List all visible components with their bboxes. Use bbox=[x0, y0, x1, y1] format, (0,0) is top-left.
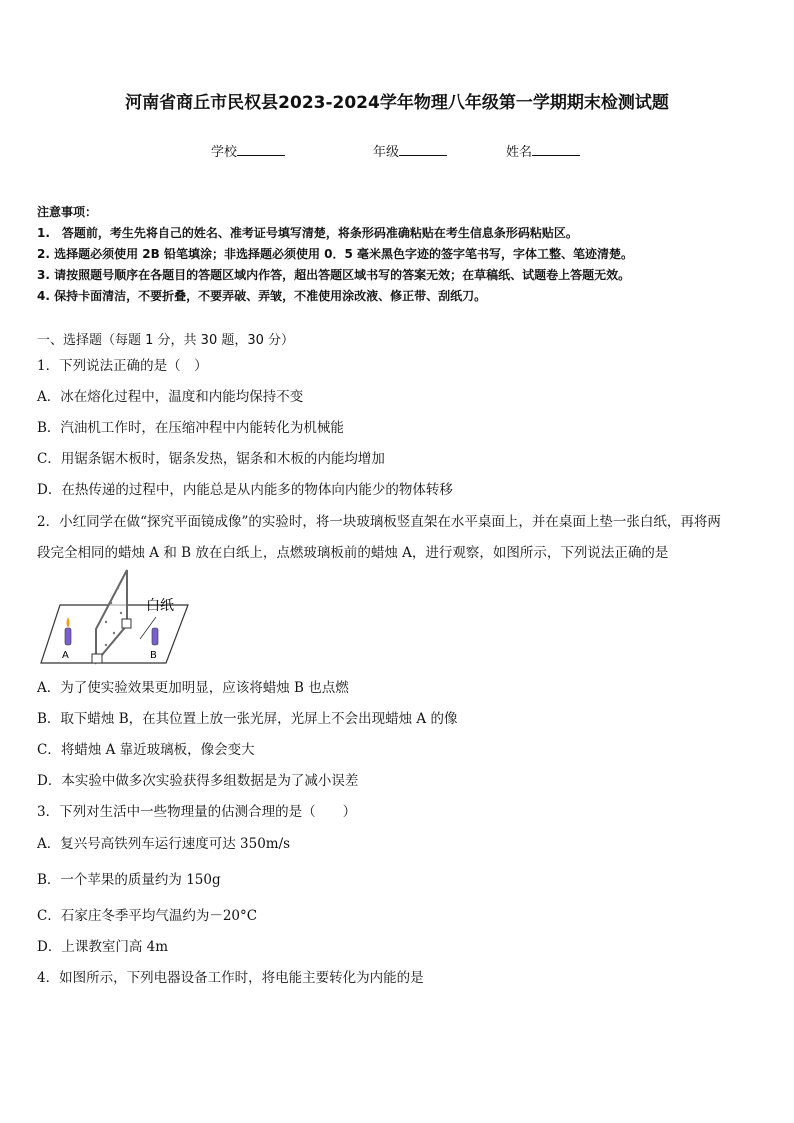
question-2-stem-cont: 段完全相同的蜡烛 A 和 B 放在白纸上，点燃玻璃板前的蜡烛 A，进行观察，如图所示，下列说法正确的是 bbox=[37, 545, 669, 561]
option-d: D．上课教室门高 4m bbox=[37, 939, 169, 955]
school-field[interactable] bbox=[211, 141, 285, 160]
glass-plate bbox=[96, 570, 127, 662]
name-label: 姓名 bbox=[506, 145, 533, 160]
candle-b-label: B bbox=[150, 650, 157, 661]
question-1-stem: 1．下列说法正确的是（ ） bbox=[37, 358, 208, 374]
candle-b bbox=[152, 628, 158, 645]
candle-a-label: A bbox=[62, 650, 69, 661]
note-item: 3. 请按照题号顺序在各题目的答题区域内作答，超出答题区域书写的答案无效；在草稿纸、试题卷上答题无效。 bbox=[37, 268, 631, 282]
page-title: 河南省商丘市民权县2023-2024学年物理八年级第一学期期末检测试题 bbox=[125, 93, 669, 113]
note-item: 1. 答题前，考生先将自己的姓名、准考证号填写清楚，将条形码准确粘贴在考生信息条形码粘贴区。 bbox=[37, 226, 578, 240]
stand-back bbox=[122, 619, 131, 628]
mirror-experiment-figure bbox=[38, 565, 198, 667]
option-a: A．为了使实验效果更加明显，应该将蜡烛 B 也点燃 bbox=[37, 680, 349, 696]
option-c: C．将蜡烛 A 靠近玻璃板，像会变大 bbox=[37, 742, 255, 758]
question-2-stem: 2．小红同学在做“探究平面镜成像”的实验时，将一块玻璃板竖直架在水平桌面上，并在桌面上垫一张白纸，再将两 bbox=[37, 514, 721, 530]
question-3-stem: 3．下列对生活中一些物理量的估测合理的是（ ） bbox=[37, 804, 357, 820]
option-a: A．复兴号高铁列车运行速度可达 350m/s bbox=[37, 836, 291, 852]
stand-front bbox=[92, 654, 102, 663]
grade-field[interactable] bbox=[373, 141, 447, 160]
name-field[interactable] bbox=[506, 141, 580, 160]
option-b: B．取下蜡烛 B，在其位置上放一张光屏，光屏上不会出现蜡烛 A 的像 bbox=[37, 711, 458, 727]
notes-heading: 注意事项： bbox=[37, 205, 98, 219]
flame-icon bbox=[67, 617, 70, 628]
note-item: 4. 保持卡面清洁，不要折叠，不要弄破、弄皱，不准使用涂改液、修正带、刮纸刀。 bbox=[37, 289, 487, 303]
option-c: C．石家庄冬季平均气温约为－20°C bbox=[37, 908, 258, 924]
option-c: C．用锯条锯木板时，锯条发热，锯条和木板的内能均增加 bbox=[37, 451, 385, 467]
note-item: 2. 选择题必须使用 2B 铅笔填涂；非选择题必须使用 0．5 毫米黑色字迹的签字笔书写，字体工整、笔迹清楚。 bbox=[37, 247, 633, 261]
school-label: 学校 bbox=[211, 145, 238, 160]
grade-label: 年级 bbox=[373, 145, 400, 160]
option-d: D．在热传递的过程中，内能总是从内能多的物体向内能少的物体转移 bbox=[37, 482, 453, 498]
candle-a bbox=[65, 628, 71, 645]
option-d: D．本实验中做多次实验获得多组数据是为了减小误差 bbox=[37, 773, 359, 789]
section-heading: 一、选择题（每题 1 分，共 30 题，30 分） bbox=[37, 333, 295, 348]
option-a: A．冰在熔化过程中，温度和内能均保持不变 bbox=[37, 389, 304, 405]
question-4-stem: 4．如图所示，下列电器设备工作时，将电能主要转化为内能的是 bbox=[37, 970, 424, 986]
paper-label: 白纸 bbox=[146, 598, 174, 614]
option-b: B．汽油机工作时，在压缩冲程中内能转化为机械能 bbox=[37, 420, 344, 436]
option-b: B．一个苹果的质量约为 150g bbox=[37, 872, 221, 888]
